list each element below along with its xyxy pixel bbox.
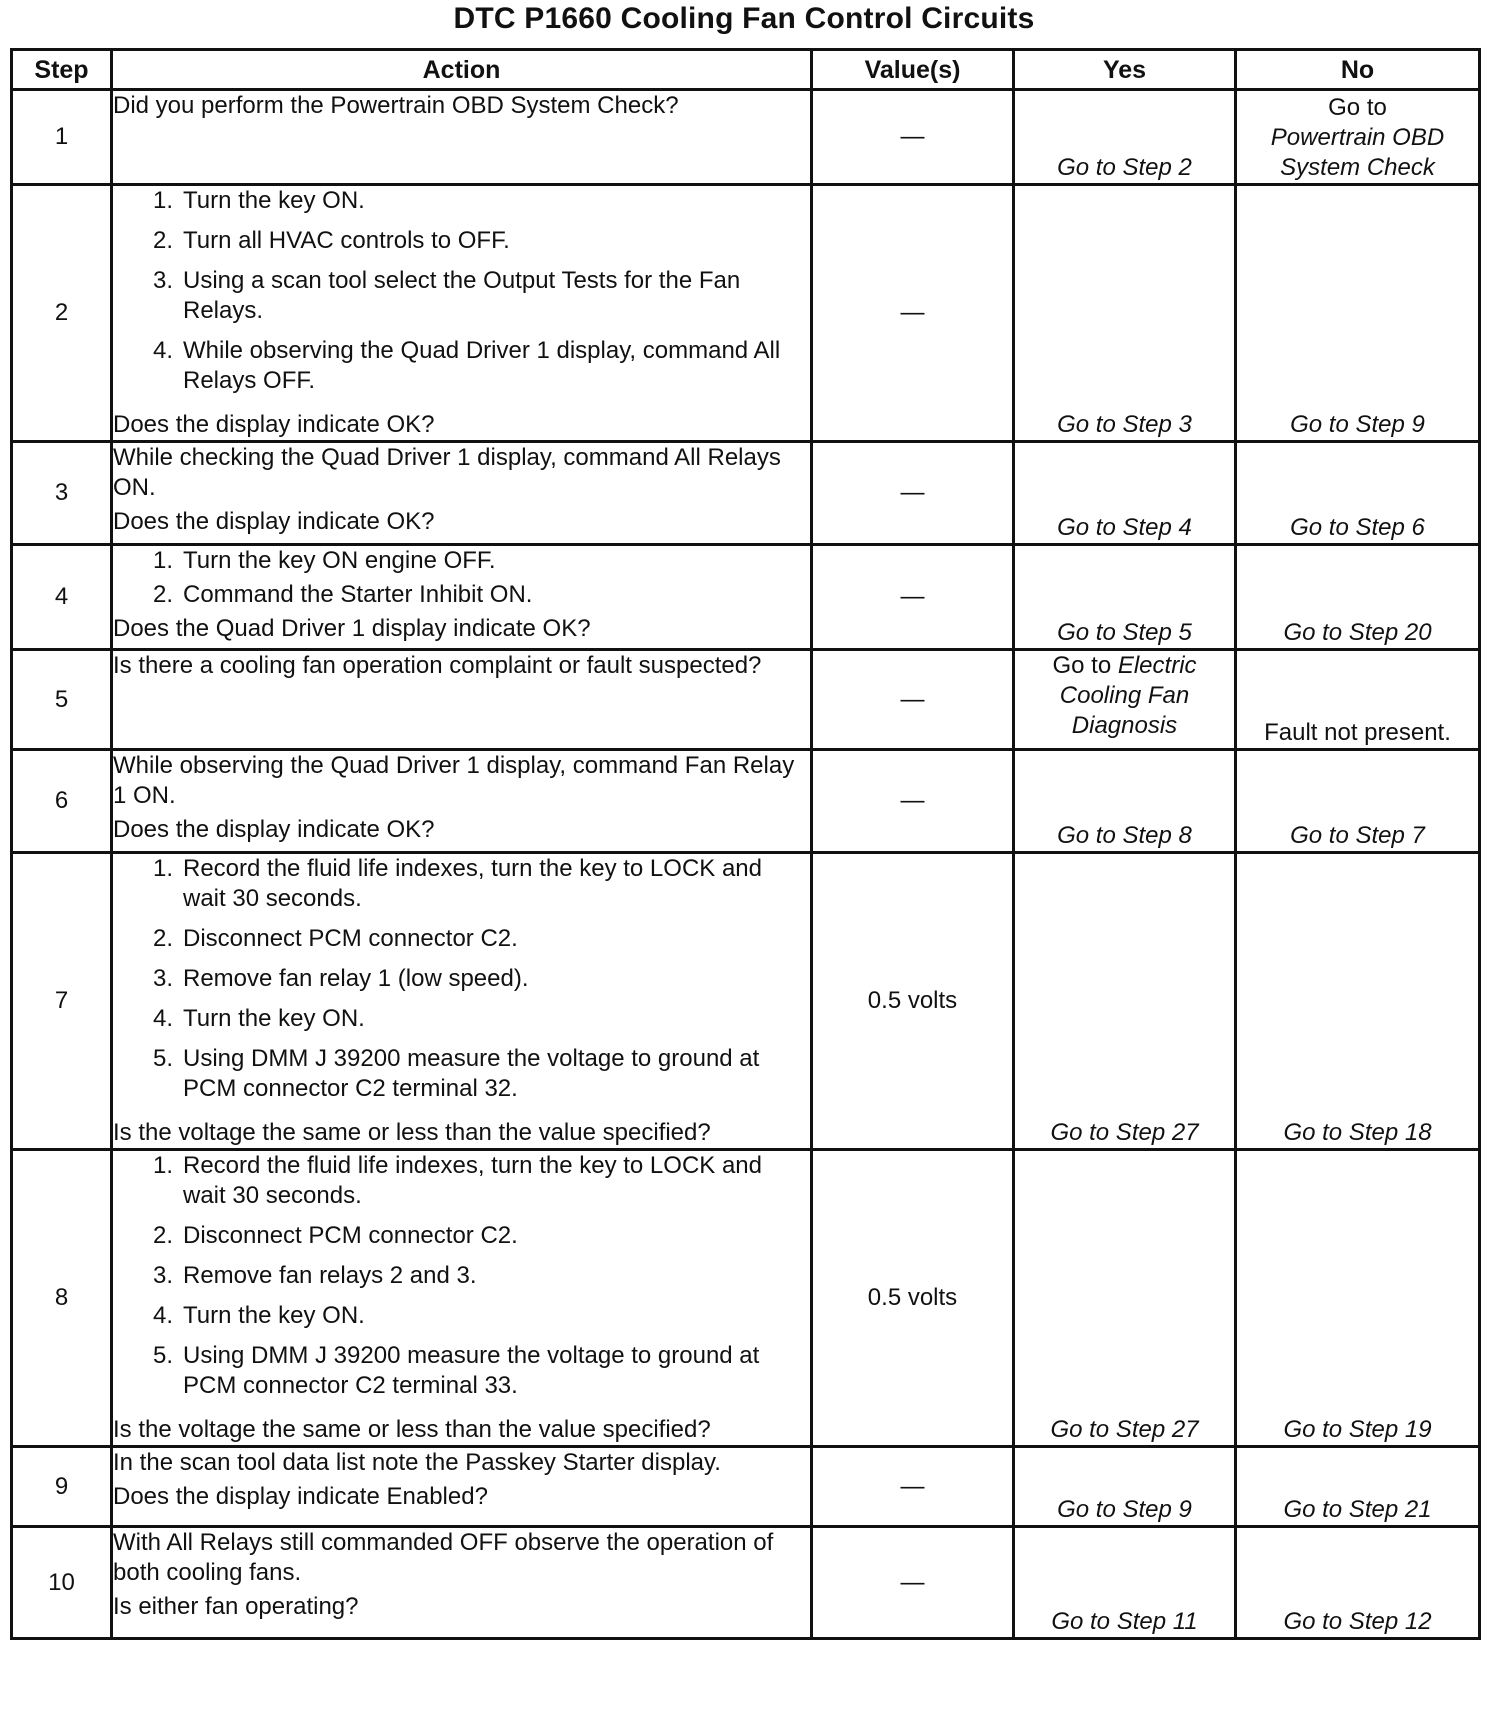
action-text: In the scan tool data list note the Passkey Starter display. [113, 1449, 721, 1476]
action-cell [112, 1527, 812, 1639]
procedure-list [113, 854, 810, 1114]
action-question: Does the display indicate OK? [113, 816, 435, 843]
value-cell: — [812, 90, 1014, 185]
action-text: Is there a cooling fan operation complaint or fault suspected? [113, 652, 762, 679]
yes-cell-line1: Go to Electric [1052, 652, 1197, 679]
action-cell [112, 442, 812, 545]
action-question: Does the display indicate OK? [113, 508, 435, 535]
diagnostic-table [10, 48, 1481, 1640]
value-cell: — [812, 1527, 1014, 1639]
table-row [12, 90, 1480, 185]
action-cell [112, 185, 812, 442]
page-title: DTC P1660 Cooling Fan Control Circuits [453, 2, 1035, 35]
action-text: While observing the Quad Driver 1 display, command Fan Relay 1 ON. [113, 752, 795, 809]
no-cell: Go to Step 12 [1236, 1527, 1480, 1639]
yes-cell: Go to Step 2 [1014, 90, 1236, 185]
action-cell [112, 750, 812, 853]
no-cell: Go to Step 18 [1236, 853, 1480, 1150]
action-cell [112, 545, 812, 650]
procedure-step: 2. Command the Starter Inhibit ON. [152, 581, 533, 608]
table-row [12, 185, 1480, 442]
value-cell: — [812, 185, 1014, 442]
procedure-step: 4. While observing the Quad Driver 1 display, command All Relays OFF. [152, 337, 781, 394]
value-cell: — [812, 650, 1014, 750]
procedure-step: 1. Record the fluid life indexes, turn the key to LOCK and wait 30 seconds. [152, 855, 762, 912]
no-cell: Fault not present. [1236, 650, 1480, 750]
value-cell: 0.5 volts [812, 1150, 1014, 1447]
action-text: With All Relays still commanded OFF observe the operation of both cooling fans. [113, 1529, 774, 1586]
action-question: Does the display indicate Enabled? [113, 1483, 488, 1510]
action-text: Did you perform the Powertrain OBD System Check? [113, 92, 679, 119]
action-cell [112, 1447, 812, 1527]
table-row [12, 650, 1480, 750]
table-row [12, 1150, 1480, 1447]
value-cell: — [812, 545, 1014, 650]
column-header-values: Value(s) [812, 50, 1014, 90]
procedure-step: 2. Turn all HVAC controls to OFF. [152, 227, 510, 254]
step-number: 5 [12, 650, 112, 750]
value-cell: — [812, 442, 1014, 545]
procedure-list [113, 1151, 810, 1411]
action-cell [112, 1150, 812, 1447]
yes-cell: Go to Step 11 [1014, 1527, 1236, 1639]
procedure-step: 5. Using DMM J 39200 measure the voltage to ground at PCM connector C2 terminal 32. [152, 1045, 760, 1102]
no-cell [1236, 90, 1480, 185]
table-row [12, 750, 1480, 853]
action-question: Is the voltage the same or less than the value specified? [113, 1119, 711, 1146]
no-cell: Go to Step 20 [1236, 545, 1480, 650]
procedure-step: 1. Turn the key ON. [152, 187, 365, 214]
no-cell-prefix: Go to [1328, 94, 1387, 121]
procedure-step: 4. Turn the key ON. [152, 1005, 365, 1032]
procedure-step: 1. Record the fluid life indexes, turn the key to LOCK and wait 30 seconds. [152, 1152, 762, 1209]
step-number: 4 [12, 545, 112, 650]
procedure-step: 1. Turn the key ON engine OFF. [152, 547, 496, 574]
yes-cell: Go to Step 5 [1014, 545, 1236, 650]
yes-cell [1014, 650, 1236, 750]
step-number: 8 [12, 1150, 112, 1447]
action-question: Does the Quad Driver 1 display indicate OK? [113, 615, 591, 642]
table-row [12, 853, 1480, 1150]
procedure-list [113, 546, 810, 610]
step-number: 6 [12, 750, 112, 853]
action-text: While checking the Quad Driver 1 display, command All Relays ON. [113, 444, 781, 501]
step-number: 9 [12, 1447, 112, 1527]
no-cell-link-line2: System Check [1280, 154, 1435, 181]
procedure-step: 3. Using a scan tool select the Output Tests for the Fan Relays. [152, 267, 741, 324]
value-cell: — [812, 1447, 1014, 1527]
procedure-step: 4. Turn the key ON. [152, 1302, 365, 1329]
step-number: 10 [12, 1527, 112, 1639]
column-header-step: Step [12, 50, 112, 90]
procedure-step: 2. Disconnect PCM connector C2. [152, 925, 518, 952]
no-cell: Go to Step 9 [1236, 185, 1480, 442]
procedure-step: 5. Using DMM J 39200 measure the voltage to ground at PCM connector C2 terminal 33. [152, 1342, 760, 1399]
no-cell: Go to Step 21 [1236, 1447, 1480, 1527]
no-cell: Go to Step 7 [1236, 750, 1480, 853]
procedure-step: 2. Disconnect PCM connector C2. [152, 1222, 518, 1249]
procedure-step: 3. Remove fan relays 2 and 3. [152, 1262, 477, 1289]
table-row [12, 442, 1480, 545]
no-cell: Go to Step 19 [1236, 1150, 1480, 1447]
table-row [12, 1527, 1480, 1639]
yes-cell: Go to Step 27 [1014, 853, 1236, 1150]
table-header-row [12, 50, 1480, 90]
column-header-yes: Yes [1014, 50, 1236, 90]
no-cell: Go to Step 6 [1236, 442, 1480, 545]
step-number: 2 [12, 185, 112, 442]
value-cell: — [812, 750, 1014, 853]
step-number: 3 [12, 442, 112, 545]
yes-cell-line3: Diagnosis [1071, 712, 1178, 739]
table-row [12, 1447, 1480, 1527]
value-cell: 0.5 volts [812, 853, 1014, 1150]
yes-cell: Go to Step 3 [1014, 185, 1236, 442]
step-number: 7 [12, 853, 112, 1150]
yes-cell: Go to Step 8 [1014, 750, 1236, 853]
action-cell [112, 90, 812, 185]
procedure-list [113, 186, 810, 406]
action-cell [112, 650, 812, 750]
step-number: 1 [12, 90, 112, 185]
column-header-no: No [1236, 50, 1480, 90]
table-row [12, 545, 1480, 650]
yes-cell: Go to Step 27 [1014, 1150, 1236, 1447]
yes-cell: Go to Step 9 [1014, 1447, 1236, 1527]
action-question: Does the display indicate OK? [113, 411, 435, 438]
no-cell-link-line1: Powertrain OBD [1270, 124, 1445, 151]
action-question: Is the voltage the same or less than the value specified? [113, 1416, 711, 1443]
yes-cell-line2: Cooling Fan [1059, 682, 1190, 709]
action-question: Is either fan operating? [113, 1593, 359, 1620]
action-cell [112, 853, 812, 1150]
procedure-step: 3. Remove fan relay 1 (low speed). [152, 965, 529, 992]
yes-cell: Go to Step 4 [1014, 442, 1236, 545]
column-header-action: Action [112, 50, 812, 90]
